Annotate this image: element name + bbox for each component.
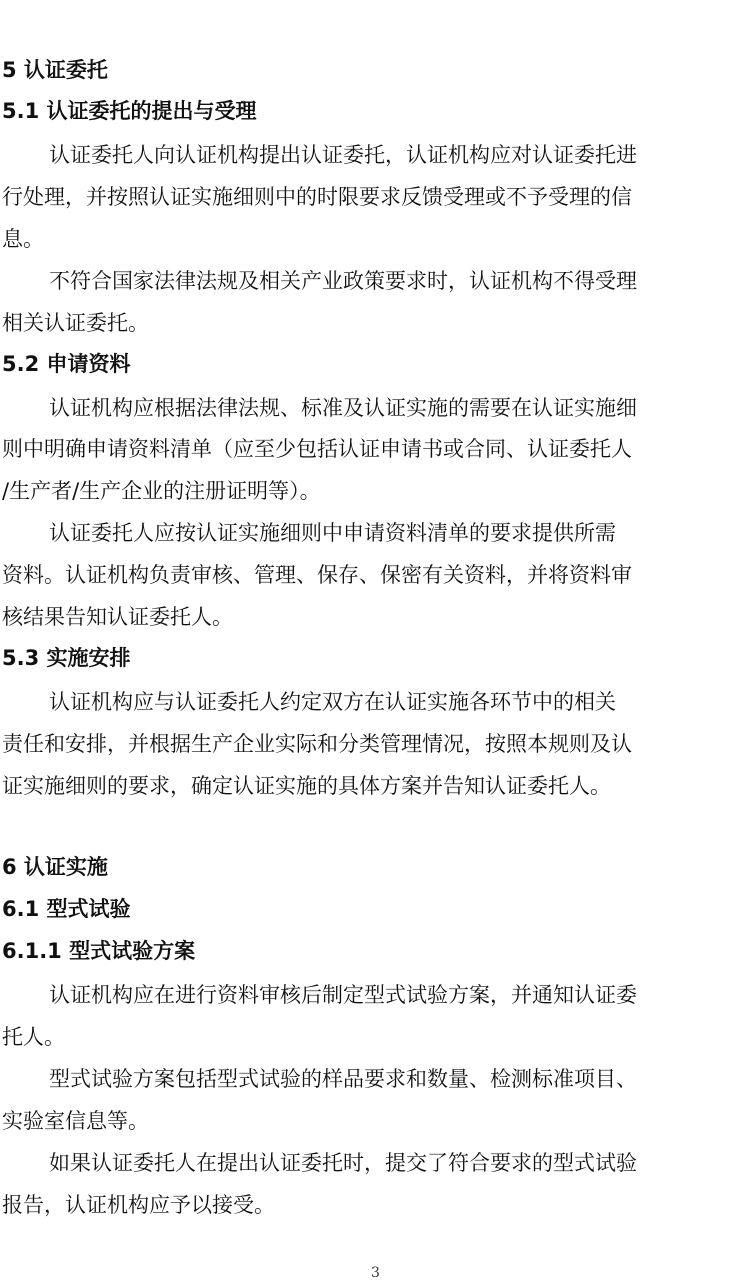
subsection-heading-5-1: 5.1 认证委托的提出与受理 <box>2 99 257 123</box>
paragraph-line: 实验室信息等。 <box>2 1109 149 1133</box>
page-number: 3 <box>371 1265 380 1281</box>
paragraph-line: 认证机构应与认证委托人约定双方在认证实施各环节中的相关 <box>49 690 616 714</box>
paragraph-line: 息。 <box>2 227 44 251</box>
paragraph-line: 则中明确申请资料清单（应至少包括认证申请书或合同、认证委托人 <box>2 437 632 461</box>
paragraph-line: 资料。认证机构负责审核、管理、保存、保密有关资料，并将资料审 <box>2 563 632 587</box>
paragraph-line: 行处理，并按照认证实施细则中的时限要求反馈受理或不予受理的信 <box>2 185 632 209</box>
paragraph-line: 证实施细则的要求，确定认证实施的具体方案并告知认证委托人。 <box>2 774 611 798</box>
paragraph-line: 相关认证委托。 <box>2 311 149 335</box>
paragraph-line: 认证委托人向认证机构提出认证委托，认证机构应对认证委托进 <box>49 143 637 167</box>
subsection-heading-5-2: 5.2 申请资料 <box>2 352 131 376</box>
paragraph-line: 托人。 <box>2 1025 65 1049</box>
section-heading-6: 6 认证实施 <box>2 855 108 879</box>
paragraph-line: 责任和安排，并根据生产企业实际和分类管理情况，按照本规则及认 <box>2 732 632 756</box>
paragraph-line: 认证机构应在进行资料审核后制定型式试验方案，并通知认证委 <box>49 983 637 1007</box>
paragraph-line: 报告，认证机构应予以接受。 <box>2 1193 275 1217</box>
paragraph-line: 如果认证委托人在提出认证委托时，提交了符合要求的型式试验 <box>49 1151 637 1175</box>
subsection-heading-5-3: 5.3 实施安排 <box>2 646 131 670</box>
paragraph-line: 认证机构应根据法律法规、标准及认证实施的需要在认证实施细 <box>49 396 637 420</box>
paragraph-line: 核结果告知认证委托人。 <box>2 605 233 629</box>
paragraph-line: 认证委托人应按认证实施细则中申请资料清单的要求提供所需 <box>49 521 616 545</box>
subsection-heading-6-1: 6.1 型式试验 <box>2 897 131 921</box>
paragraph-line: 型式试验方案包括型式试验的样品要求和数量、检测标准项目、 <box>49 1067 637 1091</box>
paragraph-line: /生产者/生产企业的注册证明等）。 <box>2 479 321 503</box>
paragraph-line: 不符合国家法律法规及相关产业政策要求时，认证机构不得受理 <box>49 269 637 293</box>
section-heading-5: 5 认证委托 <box>2 58 108 82</box>
subsection-heading-6-1-1: 6.1.1 型式试验方案 <box>2 939 196 963</box>
